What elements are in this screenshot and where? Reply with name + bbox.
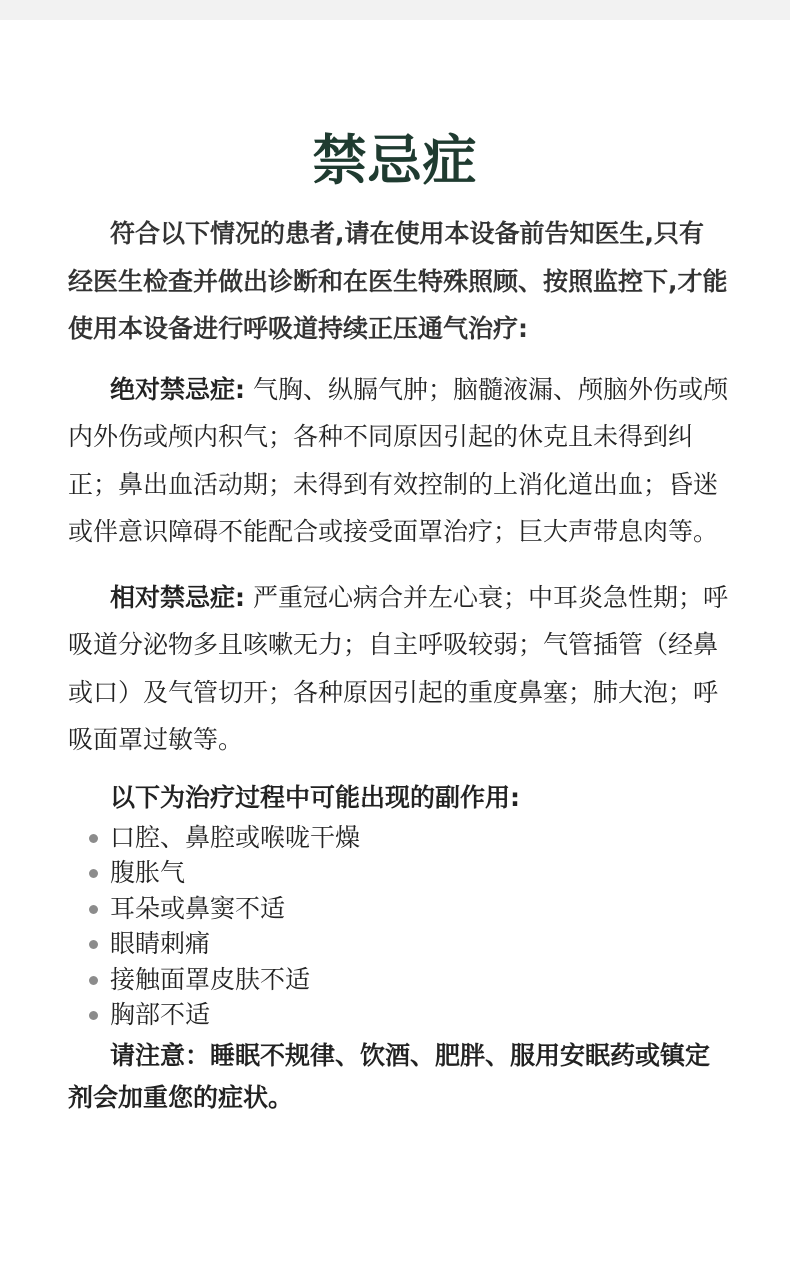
bullet-icon: [89, 1011, 98, 1020]
bullet-icon: [89, 834, 98, 843]
list-item: 腹胀气: [68, 855, 728, 891]
absolute-label: 绝对禁忌症:: [110, 374, 245, 404]
top-strip: [0, 0, 790, 20]
bullet-icon: [89, 940, 98, 949]
side-effects-list: [68, 820, 728, 1034]
relative-text: 严重冠心病合并左心衰；中耳炎急性期；呼吸道分泌物多且咳嗽无力；自主呼吸较弱；气管插管（经鼻或口）及气管切开；各种原因引起的重度鼻塞；肺大泡；呼吸面罩过敏等。: [68, 582, 728, 754]
list-item: 胸部不适: [68, 997, 728, 1033]
notice-paragraph: 请注意：睡眠不规律、饮酒、肥胖、服用安眠药或镇定剂会加重您的症状。: [68, 1041, 711, 1113]
absolute-contraindications: [68, 366, 728, 556]
list-item: 耳朵或鼻窦不适: [68, 891, 728, 927]
absolute-text: 气胸、纵膈气肿；脑髓液漏、颅脑外伤或颅内外伤或颅内积气；各种不同原因引起的休克且未得到纠正；鼻出血活动期；未得到有效控制的上消化道出血；昏迷或伴意识障碍不能配合或接受面罩治疗；巨大声带息肉等。: [68, 374, 728, 546]
page-title: 禁忌症: [312, 129, 478, 193]
intro-paragraph: 符合以下情况的患者,请在使用本设备前告知医生,只有经医生检查并做出诊断和在医生特殊照顾、按照监控下,才能使用本设备进行呼吸道持续正压通气治疗:: [68, 219, 728, 343]
list-item: 口腔、鼻腔或喉咙干燥: [68, 820, 728, 856]
relative-contraindications: [68, 574, 728, 764]
list-item: 眼睛刺痛: [68, 926, 728, 962]
side-effects-title: 以下为治疗过程中可能出现的副作用:: [110, 782, 520, 812]
bullet-icon: [89, 905, 98, 914]
bullet-icon: [89, 976, 98, 985]
contraindications-content: [68, 210, 728, 1119]
list-item: 接触面罩皮肤不适: [68, 962, 728, 998]
bullet-icon: [89, 869, 98, 878]
relative-label: 相对禁忌症:: [110, 582, 245, 612]
